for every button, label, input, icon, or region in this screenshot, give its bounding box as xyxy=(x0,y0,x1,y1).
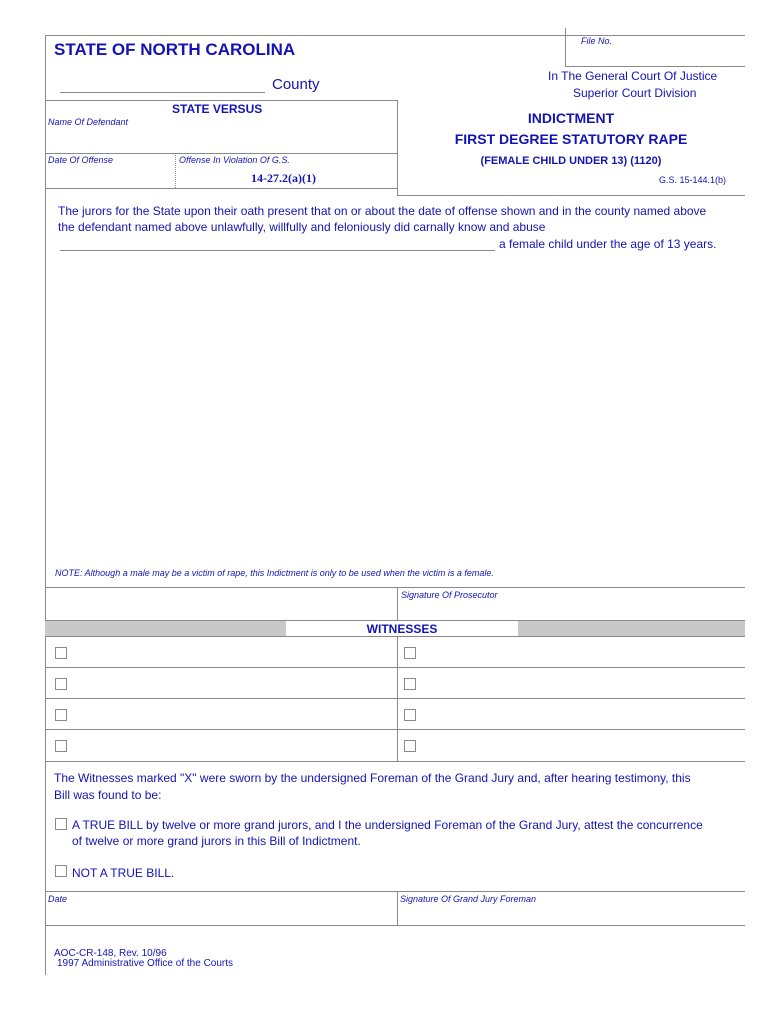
not-true-bill-label: NOT A TRUE BILL. xyxy=(72,866,175,880)
date-label: Date xyxy=(48,894,68,904)
court-line2: Superior Court Division xyxy=(573,86,697,100)
caption-bottom-line xyxy=(45,188,397,189)
copyright: 1997 Administrative Office of the Courts xyxy=(57,958,234,969)
offense-label: Offense In Violation Of G.S. xyxy=(179,155,290,165)
witnesses-header-left xyxy=(45,620,286,637)
caption-top-line xyxy=(45,100,397,101)
file-no-box-bottom xyxy=(565,66,745,67)
victim-name-field[interactable] xyxy=(60,250,495,251)
note-text: NOTE: Although a male may be a victim of rape, this Indictment is only to be used when the victim is a female. xyxy=(55,568,494,578)
witness-checkbox[interactable] xyxy=(55,678,67,690)
witness-checkbox[interactable] xyxy=(404,678,416,690)
page-left-border xyxy=(45,35,46,975)
true-bill-line2: of twelve or more grand jurors in this Bill of Indictment. xyxy=(72,834,361,848)
witness-checkbox[interactable] xyxy=(55,740,67,752)
witnesses-header-right xyxy=(518,620,745,637)
witness-checkbox[interactable] xyxy=(404,647,416,659)
not-true-bill-checkbox[interactable] xyxy=(55,865,67,877)
date-of-offense-label: Date Of Offense xyxy=(48,155,114,165)
findings-intro-line1: The Witnesses marked "X" were sworn by the undersigned Foreman of the Grand Jury and, after hearing testimony, this xyxy=(54,771,691,785)
foreman-signature-label: Signature Of Grand Jury Foreman xyxy=(400,894,537,904)
title-line3: (FEMALE CHILD UNDER 13) (1120) xyxy=(480,155,662,167)
prosecutor-signature-field[interactable] xyxy=(398,588,744,619)
witness-row-line-4 xyxy=(45,761,745,762)
date-field[interactable] xyxy=(46,892,396,924)
foreman-signature-field[interactable] xyxy=(398,892,744,924)
body-line1: The jurors for the State upon their oath present that on or about the date of offense shown and in the county named above xyxy=(58,204,707,218)
top-border xyxy=(45,35,745,36)
prosecutor-signature-label: Signature Of Prosecutor xyxy=(401,590,498,600)
witness-checkbox[interactable] xyxy=(404,740,416,752)
witnesses-heading: WITNESSES xyxy=(286,620,518,637)
witness-checkbox[interactable] xyxy=(55,709,67,721)
county-label: County xyxy=(272,76,320,93)
true-bill-checkbox[interactable] xyxy=(55,818,67,830)
witness-row-line-1 xyxy=(45,667,745,668)
title-bottom-line xyxy=(397,195,745,196)
witness-checkbox[interactable] xyxy=(55,647,67,659)
caption-dotted-divider xyxy=(175,153,176,188)
findings-intro-line2: Bill was found to be: xyxy=(54,788,162,802)
name-bottom-line xyxy=(45,153,397,154)
court-line1: In The General Court Of Justice xyxy=(548,69,718,83)
title-line1: INDICTMENT xyxy=(527,110,615,126)
body-line3: a female child under the age of 13 years. xyxy=(499,237,717,251)
title-line2: FIRST DEGREE STATUTORY RAPE xyxy=(454,131,688,147)
state-title: STATE OF NORTH CAROLINA xyxy=(54,40,296,59)
witness-checkbox[interactable] xyxy=(404,709,416,721)
witness-row-line-3 xyxy=(45,729,745,730)
offense-value: 14-27.2(a)(1) xyxy=(251,171,316,185)
signature-bottom-line xyxy=(45,925,745,926)
true-bill-line1: A TRUE BILL by twelve or more grand jurors, and I the undersigned Foreman of the Grand Jury, attest the concurrence xyxy=(72,818,703,832)
county-field[interactable] xyxy=(60,92,265,93)
file-no-box-left xyxy=(565,28,566,66)
witness-row-line-2 xyxy=(45,698,745,699)
statute-citation: G.S. 15-144.1(b) xyxy=(659,175,727,185)
body-line2: the defendant named above unlawfully, willfully and feloniously did carnally know and abuse xyxy=(58,220,546,234)
file-no-label: File No. xyxy=(581,36,613,46)
state-versus: STATE VERSUS xyxy=(172,102,263,116)
form-number: AOC-CR-148, Rev. 10/96 xyxy=(54,948,167,959)
name-of-defendant-label: Name Of Defendant xyxy=(48,117,129,127)
